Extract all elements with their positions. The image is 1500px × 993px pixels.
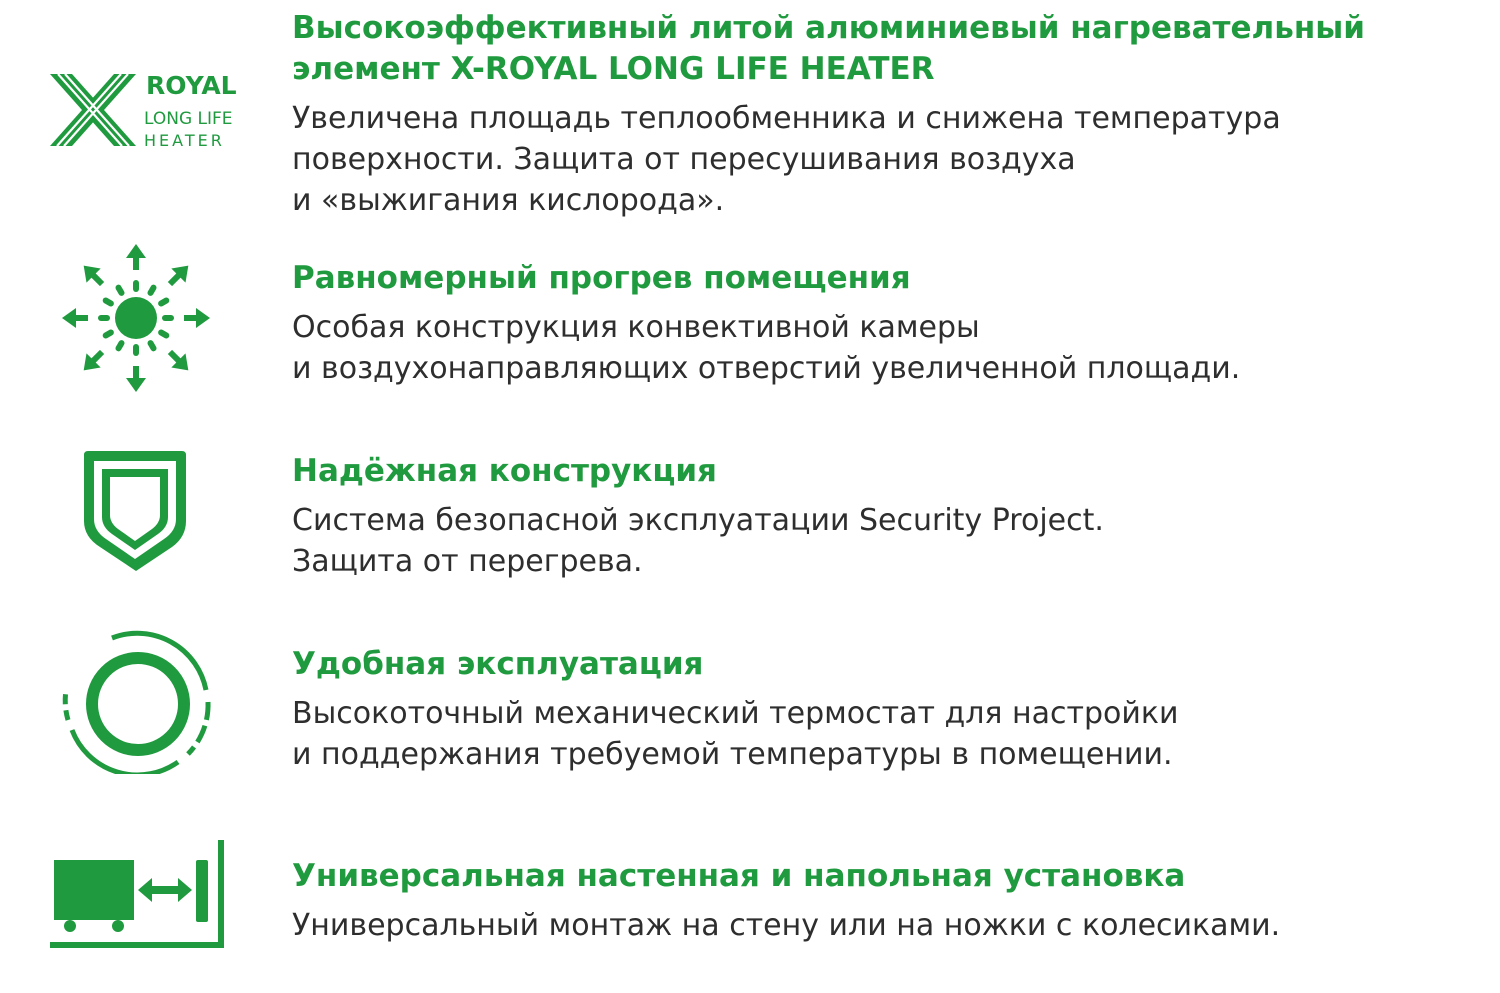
logo-line-longlife: LONG LIFE — [144, 109, 233, 129]
shield-icon — [82, 451, 282, 577]
sun-arrows-icon — [60, 242, 260, 398]
feature-description: Высокоточный механический термостат для настройки и поддержания требуемой температуры в помещении. — [292, 696, 1179, 772]
x-royal-logo-icon — [48, 70, 248, 154]
feature-title: Удобная эксплуатация — [292, 646, 704, 682]
feature-title: Высокоэффективный литой алюминиевый нагревательный элемент X-ROYAL LONG LIFE HEATER — [292, 10, 1366, 87]
wall-floor-mount-icon — [48, 840, 248, 956]
feature-description: Особая конструкция конвективной камеры и воздухонаправляющих отверстий увеличенной площади. — [292, 310, 1241, 386]
feature-description: Система безопасной эксплуатации Security Project. Защита от перегрева. — [292, 503, 1104, 579]
logo-line-royal: ROYAL — [146, 71, 237, 100]
thermostat-ring-icon — [58, 630, 258, 778]
feature-title: Надёжная конструкция — [292, 453, 717, 489]
logo-line-heater: HEATER — [144, 131, 225, 150]
feature-description: Универсальный монтаж на стену или на ножки с колесиками. — [292, 908, 1281, 943]
feature-title: Универсальная настенная и напольная установка — [292, 858, 1186, 894]
feature-title: Равномерный прогрев помещения — [292, 260, 911, 296]
feature-description: Увеличена площадь теплообменника и снижена температура поверхности. Защита от пересушивания воздуха и «выжигания кислорода». — [292, 101, 1281, 218]
